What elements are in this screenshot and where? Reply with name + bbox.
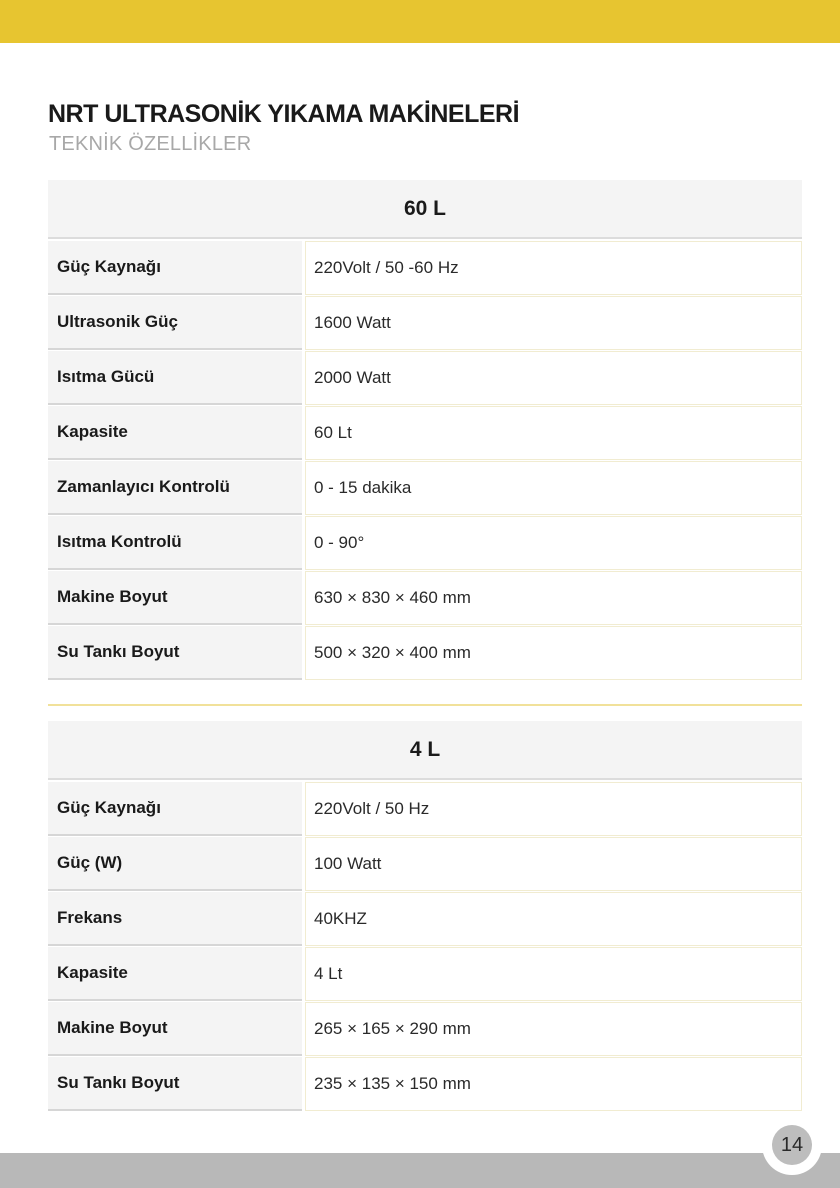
table-heading-label: 60 L	[403, 196, 447, 220]
row-value: 630 × 830 × 460 mm	[305, 571, 802, 625]
section-divider	[48, 704, 802, 706]
row-value: 0 - 90°	[305, 516, 802, 570]
row-label: Güç (W)	[48, 837, 302, 891]
table-row	[48, 241, 802, 295]
row-label: Isıtma Kontrolü	[48, 516, 302, 570]
row-label: Kapasite	[48, 947, 302, 1001]
table-row	[48, 837, 802, 891]
row-value: 60 Lt	[305, 406, 802, 460]
table-row	[48, 406, 802, 460]
row-label: Kapasite	[48, 406, 302, 460]
page-subtitle: TEKNİK ÖZELLİKLER	[49, 133, 252, 155]
table-row	[48, 1057, 802, 1111]
row-value: 1600 Watt	[305, 296, 802, 350]
row-value: 220Volt / 50 -60 Hz	[305, 241, 802, 295]
row-value: 220Volt / 50 Hz	[305, 782, 802, 836]
row-label: Makine Boyut	[48, 571, 302, 625]
row-value: 0 - 15 dakika	[305, 461, 802, 515]
page-number: 14	[772, 1125, 812, 1165]
table-heading	[48, 180, 802, 239]
table-row	[48, 892, 802, 946]
table-row	[48, 947, 802, 1001]
table-rows	[48, 239, 802, 680]
table-heading	[48, 721, 802, 780]
table-row	[48, 782, 802, 836]
row-label: Su Tankı Boyut	[48, 1057, 302, 1111]
row-value: 265 × 165 × 290 mm	[305, 1002, 802, 1056]
row-value: 500 × 320 × 400 mm	[305, 626, 802, 680]
row-label: Su Tankı Boyut	[48, 626, 302, 680]
row-label: Güç Kaynağı	[48, 241, 302, 295]
row-value: 40KHZ	[305, 892, 802, 946]
row-value: 235 × 135 × 150 mm	[305, 1057, 802, 1111]
row-label: Zamanlayıcı Kontrolü	[48, 461, 302, 515]
table-row	[48, 516, 802, 570]
table-heading-label: 4 L	[409, 737, 441, 761]
table-row	[48, 571, 802, 625]
row-label: Ultrasonik Güç	[48, 296, 302, 350]
page-title: NRT ULTRASONİK YIKAMA MAKİNELERİ	[48, 100, 520, 128]
spec-table-4l	[48, 721, 802, 1112]
table-row	[48, 1002, 802, 1056]
row-label: Güç Kaynağı	[48, 782, 302, 836]
table-row	[48, 626, 802, 680]
row-value: 100 Watt	[305, 837, 802, 891]
row-label: Frekans	[48, 892, 302, 946]
row-value: 2000 Watt	[305, 351, 802, 405]
row-value: 4 Lt	[305, 947, 802, 1001]
table-row	[48, 351, 802, 405]
row-label: Isıtma Gücü	[48, 351, 302, 405]
table-rows	[48, 780, 802, 1111]
table-row	[48, 296, 802, 350]
top-accent-bar	[0, 0, 840, 43]
footer-bar	[0, 1153, 840, 1188]
spec-table-60l	[48, 180, 802, 681]
row-label: Makine Boyut	[48, 1002, 302, 1056]
table-row	[48, 461, 802, 515]
